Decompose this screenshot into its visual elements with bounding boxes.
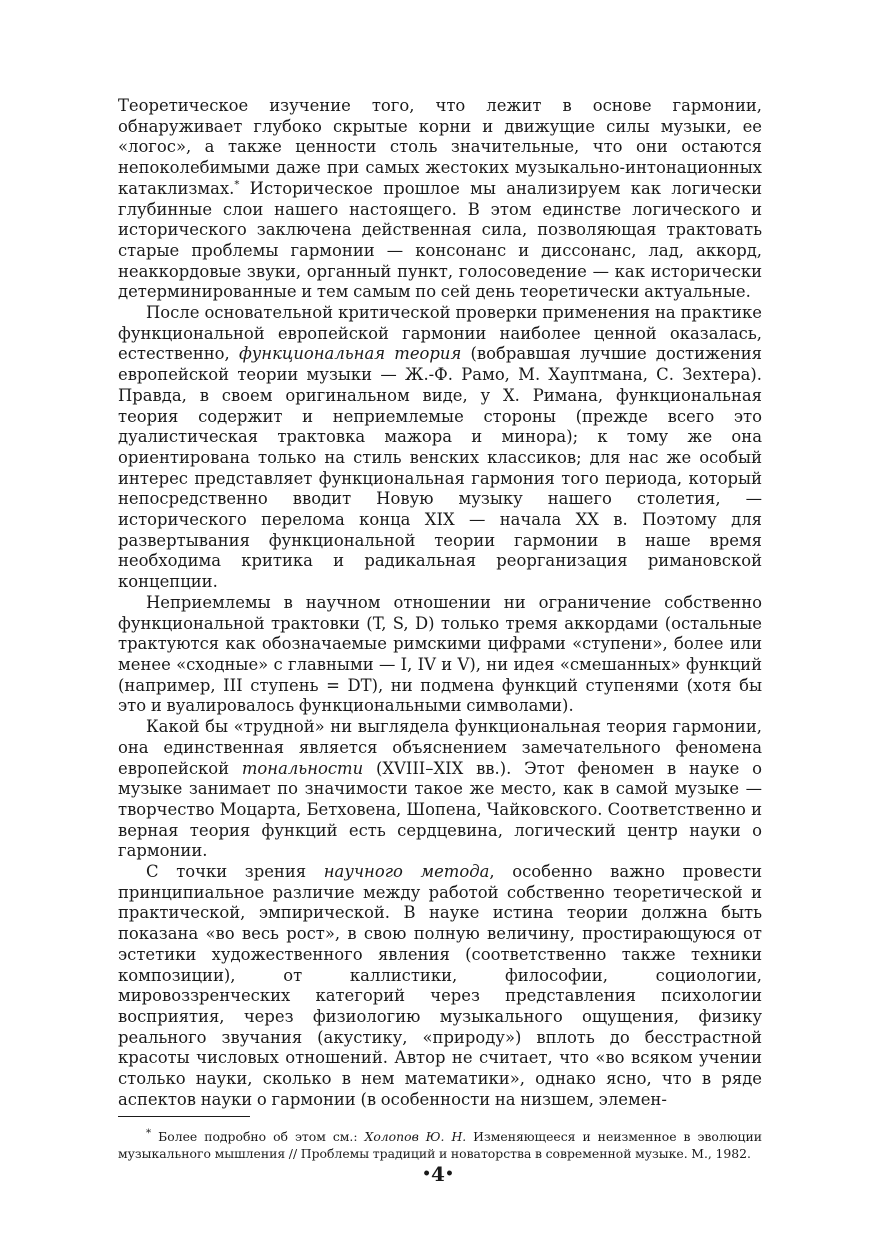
paragraph bbox=[118, 96, 762, 303]
text-run: , особенно важно провести принципиальное различие между работой собственно теоретической и практической, эмпирической. В науке истина теории должна быть показана «во весь рост», в свою полную величину, простирающуюся от эстетики художественного явления (соответственно также техники композиции), от каллистики, философии, социологии, мировоззренческих категорий через представления психологии восприятия, через физиологию музыкального ощущения, физику реального звучания (акустику, «природу») вплоть до бесстрастной красоты числовых отношений. Автор не считает, что «во всяком учении столько науки, сколько в нем математики», однако ясно, что в ряде аспектов науки о гармонии (в особенности на низшем, элемен- bbox=[118, 862, 762, 1109]
text-run: С точки зрения bbox=[146, 862, 324, 882]
right-dot-ornament: • bbox=[444, 1166, 454, 1182]
main-text bbox=[118, 96, 762, 1110]
page-body bbox=[118, 96, 762, 1162]
footnote-lead: Более подробно об этом см.: bbox=[151, 1129, 365, 1145]
paragraph bbox=[118, 593, 762, 717]
text-run: Неприемлемы в научном отношении ни ограничение собственно функциональной трактовки (T, S, D) только тремя аккордами (остальные трактуются как обозначаемые римскими цифрами «ступени», более или менее «сходные» с главными — I, IV и V), ни идея «смешанных» функций (например, III ступень = DT), ни подмена функций ступенями (хотя бы это и вуалировалось функциональными символами). bbox=[118, 592, 762, 716]
text-run: (XVIII–XIX вв.). Этот феномен в науке о музыке занимает по значимости такое же место, как в самой музыке — творчество Моцарта, Бетховена, Шопена, Чайковского. Соответственно и верная теория функций есть сердцевина, логический центр науки о гармонии. bbox=[118, 758, 762, 861]
footnote-rest: Изменяющееся и неизменное в эволюции музыкального мышления // Проблемы традиций и новаторства в современной музыке. М., 1982. bbox=[118, 1129, 762, 1161]
footnote-marker: * bbox=[146, 1127, 152, 1140]
left-dot-ornament: • bbox=[422, 1166, 432, 1182]
paragraph bbox=[118, 862, 762, 1110]
footnote bbox=[118, 1125, 762, 1161]
page-number-block bbox=[0, 1162, 876, 1186]
footnote-author: Холопов Ю. Н. bbox=[364, 1129, 467, 1145]
text-run: После основательной критической проверки применения на практике функциональной европейской гармонии наиболее ценной оказалась, естественно, bbox=[118, 303, 762, 364]
paragraph bbox=[118, 303, 762, 593]
paragraph bbox=[118, 717, 762, 862]
italic-term: функциональная теория bbox=[238, 344, 462, 364]
text-run: (вобравшая лучшие достижения европейской теории музыки — Ж.-Ф. Рамо, М. Хауптмана, С. Зехтера). Правда, в своем оригинальном виде, у Х. Римана, функциональная теория содержит и неприемлемые стороны (прежде всего это дуалистическая трактовка мажора и минора); к тому же она ориентирована только на стиль венских классиков; для нас же особый интерес представляет функциональная гармония того периода, который непосредственно вводит Новую музыку нашего столетия, — исторического перелома конца XIX — начала XX в. Поэтому для развертывания функциональной теории гармонии в наше время необходима критика и радикальная реорганизация римановской концепции. bbox=[118, 344, 763, 592]
italic-term: научного метода bbox=[323, 862, 490, 882]
page-number: 4 bbox=[431, 1162, 445, 1186]
text-run: Теоретическое изучение того, что лежит в основе гармонии, обнаруживает глубоко скрытые корни и движущие силы музыки, ее «логос», а также ценности столь значительные, что они остаются непоколебимыми даже при самых жестоких музыкально-интонационных катаклизмах. bbox=[118, 96, 762, 198]
text-run: Какой бы «трудной» ни выглядела функциональная теория гармонии, она единственная является объяснением замечательного феномена европейской bbox=[118, 717, 762, 778]
italic-term: тональности bbox=[241, 758, 364, 778]
footnote-separator bbox=[118, 1116, 250, 1117]
text-run: Историческое прошлое мы анализируем как логически глубинные слои нашего настоящего. В этом единстве логического и исторического заключена действенная сила, позволяющая трактовать старые проблемы гармонии — консонанс и диссонанс, лад, аккорд, неаккордовые звуки, органный пункт, голосоведение — как исторически детерминированные и тем самым по сей день теоретически актуальные. bbox=[118, 178, 762, 302]
footnote-reference: * bbox=[234, 179, 240, 191]
